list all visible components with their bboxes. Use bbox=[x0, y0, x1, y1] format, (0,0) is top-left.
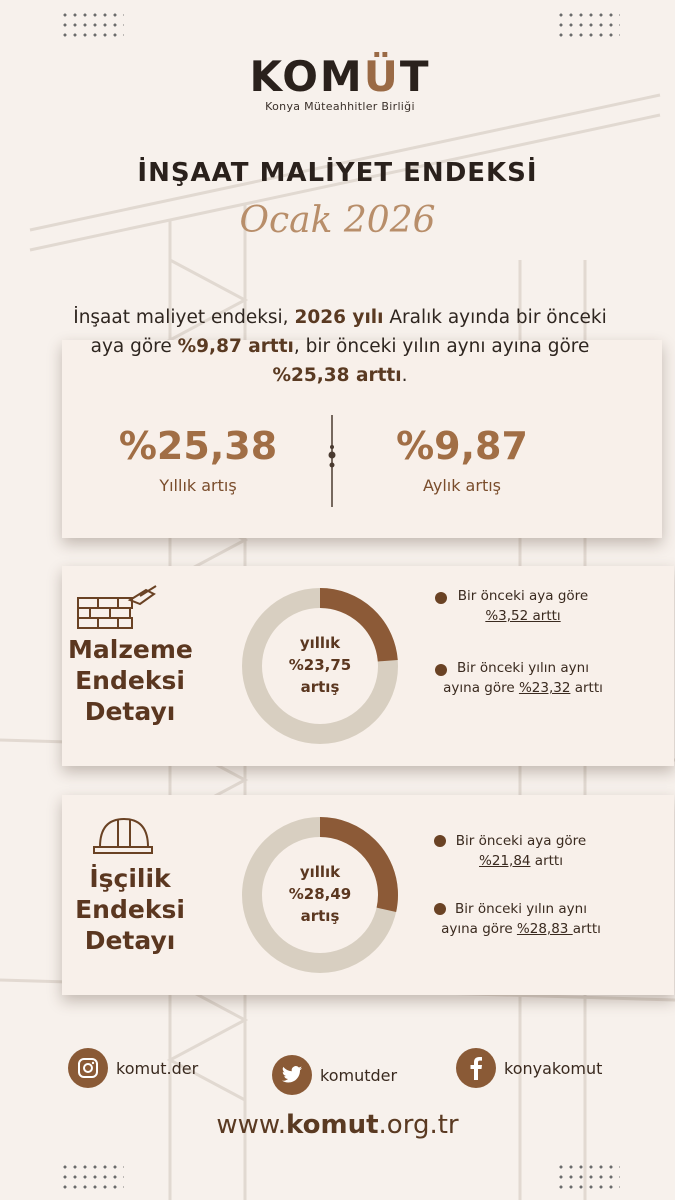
social-facebook[interactable] bbox=[456, 1048, 602, 1088]
intro-bold2: %9,87 arttı bbox=[177, 336, 294, 357]
labor-heading-line3: Detayı bbox=[84, 926, 176, 955]
labor-note-monthly bbox=[436, 831, 606, 871]
facebook-icon bbox=[456, 1048, 496, 1088]
logo-tagline: Konya Müteahhitler Birliği bbox=[265, 100, 415, 113]
monthly-increase-value: %9,87 bbox=[396, 424, 528, 468]
labor-note2-suffix: arttı bbox=[572, 921, 601, 937]
page-title: İNŞAAT MALİYET ENDEKSİ bbox=[137, 158, 538, 188]
material-note-annual bbox=[438, 658, 608, 698]
labor-note1-value: %21,84 bbox=[479, 853, 531, 869]
labor-note2-value: %28,83 bbox=[516, 921, 573, 937]
hard-hat-icon bbox=[90, 813, 154, 859]
social-instagram[interactable] bbox=[68, 1048, 198, 1088]
intro-text bbox=[70, 303, 610, 390]
logo-text-main: KOM bbox=[249, 52, 364, 101]
website-link[interactable] bbox=[0, 1110, 675, 1140]
decorative-dots-bottom-left bbox=[60, 1162, 124, 1192]
labor-heading-line1: İşçilik bbox=[89, 864, 171, 893]
intro-part4: . bbox=[401, 365, 408, 386]
material-donut-label bbox=[260, 632, 380, 698]
website-prefix: www. bbox=[216, 1110, 287, 1140]
logo-text-accent: Ü bbox=[363, 52, 400, 101]
material-donut-line3: artış bbox=[300, 678, 340, 696]
annual-increase-value: %25,38 bbox=[118, 424, 278, 468]
instagram-handle: komut.der bbox=[116, 1058, 199, 1078]
labor-index-card bbox=[62, 795, 674, 995]
material-note2-suffix: arttı bbox=[570, 680, 603, 696]
material-heading-line3: Detayı bbox=[84, 697, 176, 726]
intro-part2: Aralık ayında bir önceki aya göre bbox=[90, 307, 607, 357]
decorative-dots-top-right bbox=[556, 10, 620, 40]
material-donut-value: %23,75 bbox=[288, 656, 352, 674]
labor-heading-line2: Endeksi bbox=[75, 895, 185, 924]
annual-increase-label: Yıllık artış bbox=[159, 476, 237, 495]
labor-note1-text: Bir önceki aya göre bbox=[455, 833, 587, 849]
decorative-dots-bottom-right bbox=[556, 1162, 620, 1192]
website-domain: komut bbox=[286, 1110, 379, 1140]
material-heading-line1: Malzeme bbox=[68, 635, 193, 664]
twitter-icon bbox=[272, 1055, 312, 1095]
komut-logo bbox=[240, 52, 440, 113]
website-suffix: .org.tr bbox=[378, 1110, 459, 1140]
labor-donut-line3: artış bbox=[300, 907, 340, 925]
labor-donut-line1: yıllık bbox=[299, 863, 341, 881]
intro-part1: İnşaat maliyet endeksi, bbox=[73, 307, 295, 328]
social-twitter[interactable] bbox=[272, 1055, 397, 1095]
material-index-card bbox=[62, 566, 674, 766]
intro-part3: , bir önceki yılın aynı ayına göre bbox=[293, 336, 590, 357]
facebook-handle: konyakomut bbox=[504, 1058, 603, 1078]
logo-text-end: T bbox=[399, 52, 431, 101]
labor-note1-suffix: arttı bbox=[530, 853, 563, 869]
ornament-divider-icon bbox=[324, 415, 340, 507]
material-note1-value: %3,52 arttı bbox=[485, 608, 561, 624]
material-heading bbox=[68, 634, 192, 727]
labor-heading bbox=[68, 863, 192, 956]
material-note1-text: Bir önceki aya göre bbox=[457, 588, 589, 604]
labor-donut-value: %28,49 bbox=[288, 885, 352, 903]
material-note-monthly bbox=[438, 586, 608, 626]
instagram-icon bbox=[68, 1048, 108, 1088]
material-note2-text: Bir önceki yılın aynı ayına göre bbox=[443, 660, 589, 696]
material-donut-line1: yıllık bbox=[299, 634, 341, 652]
material-note2-value: %23,32 bbox=[518, 680, 571, 696]
decorative-dots-top-left bbox=[60, 10, 124, 40]
labor-note2-text: Bir önceki yılın aynı ayına göre bbox=[441, 901, 587, 937]
labor-note-annual bbox=[436, 899, 606, 939]
material-heading-line2: Endeksi bbox=[75, 666, 185, 695]
intro-bold3: %25,38 arttı bbox=[272, 365, 402, 386]
page-subtitle: Ocak 2026 bbox=[239, 200, 436, 241]
twitter-handle: komutder bbox=[320, 1065, 398, 1085]
monthly-increase-label: Aylık artış bbox=[422, 476, 501, 495]
intro-bold1: 2026 yılı bbox=[294, 307, 384, 328]
logo-wordmark bbox=[240, 52, 440, 101]
brick-wall-icon bbox=[76, 584, 158, 636]
labor-donut-label bbox=[260, 861, 380, 927]
